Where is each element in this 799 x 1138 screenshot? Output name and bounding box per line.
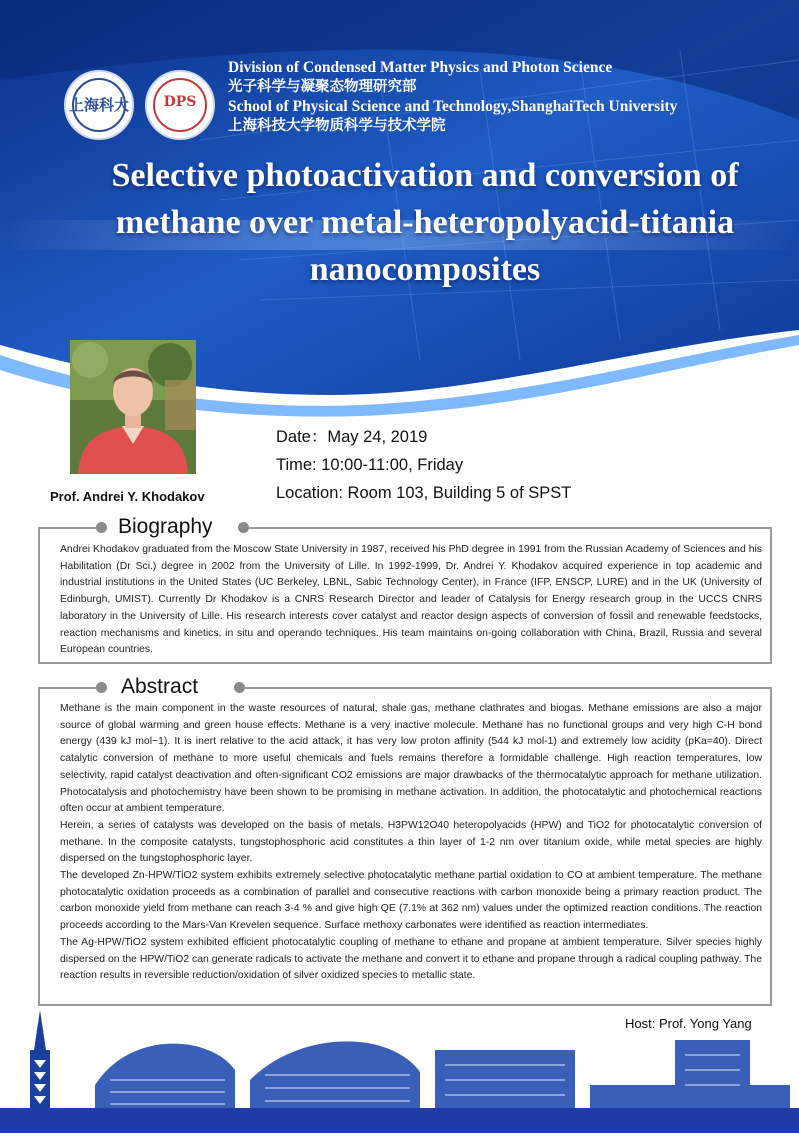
dps-logo: DPS <box>145 70 215 140</box>
abstract-paragraph: The Ag-HPW/TiO2 system exhibited efficient photocatalytic coupling of methane to ethane and propane at ambient temperature. Silver species highly dispersed on the HPW/TiO2 can generate radicals to activate the methane and convert it to ethane and propane through a radical coupling pathway. The reaction results in reversible reduction/oxidation of silver oxidized species to metallic state. <box>60 936 762 982</box>
school-name-en: School of Physical Science and Technology,ShanghaiTech University <box>228 98 678 115</box>
speaker-photo <box>70 340 196 474</box>
shanghaitech-logo: 上海科大 <box>64 70 134 140</box>
department-name-cn: 光子科学与凝聚态物理研究部 <box>228 78 417 95</box>
host-name: Host: Prof. Yong Yang <box>625 1016 752 1031</box>
abstract-paragraph: Herein, a series of catalysts was developed on the basis of metals, H3PW12O40 heteropolyacids (HPW) and TiO2 for photocatalytic conversion of methane. In the composite catalysts, tungstophosphoric acid constitutes a thin layer of 1-2 nm over titanium oxide, while metal species are highly dispersed on the tungstophosphoric layer. <box>60 819 762 865</box>
abstract-text <box>60 701 762 985</box>
department-name-en: Division of Condensed Matter Physics and Photon Science <box>228 59 613 76</box>
biography-text: Andrei Khodakov graduated from the Moscow State University in 1987, received his PhD degree in 1991 from the Russian Academy of Sciences and his Habilitation (Dr Sci.) degree in 2002 from the University of Lille. In 1992-1999, Dr. Andrei Y. Khodakov acquired experience in top academic and industrial institutions in the United States (UC Berkeley, LBNL, Sabic Technology Center), in France (IFP, ENSCP, LURE) and in the UK (University of Edinburgh, UMIST). Currently Dr Khodakov is a CNRS Research Director and leader of Catalysis for Energy research group in the UCCS CNRS laboratory in the University of Lille. His research interests cover catalyst and reactor design aspects of conversion of fossil and renewable feedstocks, reaction mechanisms and kinetics, in situ and operando techniques. His team maintains on-going collaboration with China, Brazil, Russia and several European countries. <box>60 544 762 656</box>
school-name-cn: 上海科技大学物质科学与技术学院 <box>228 117 446 134</box>
campus-skyline <box>0 1010 799 1133</box>
abstract-paragraph: Methane is the main component in the waste resources of natural, shale gas, methane clathrates and biogas. Methane emissions are also a major source of global warming and green house effects. Methane is a very inactive molecule. Methane has no functional groups and very high C-H bond energy (439 kJ mol−1). It is inert relative to the acid attack, it has very low proton affinity (544 kJ mol-1) and extremely low acidity (pKa=40). Direct catalytic conversion of methane to more useful chemicals and fuels remains therefore a formidable challenge. High reaction temperatures, low selectivity, rapid catalyst deactivation and often-significant CO2 emissions are major drawbacks of the thermocatalytic approach for methane utilization. Photocatalysis and photochemistry have been shown to be promising in methane activation. In addition, the photocatalytic and photochemical reactions often occur at ambient temperature. <box>60 703 762 815</box>
event-info <box>276 423 571 507</box>
title-line: methane over metal-heteropolyacid-titania <box>115 204 735 241</box>
event-location: Location: Room 103, Building 5 of SPST <box>276 484 572 502</box>
title-line: Selective photoactivation and conversion of <box>111 157 739 194</box>
department-block <box>228 58 677 136</box>
abstract-paragraph: The developed Zn-HPW/TiO2 system exhibits extremely selective photocatalytic methane partial oxidation to CO at ambient temperature. The methane photocatalytic oxidation proceeds as a combination of parallel and consecutive reactions with carbon monoxide being a primary reaction product. The carbon monoxide yield from methane can reach 3-4 % and give high QE (7.1% at 362 nm) values under the optimized reaction conditions. The reaction proceeds according to the Mars-Van Krevelen sequence. Surface methoxy carbonates were identified as reaction intermediates. <box>60 870 762 932</box>
abstract-heading: Abstract <box>121 675 199 698</box>
event-date: Date：May 24, 2019 <box>276 428 428 446</box>
title-line: nanocomposites <box>309 251 541 288</box>
biography-heading: Biography <box>118 515 213 538</box>
talk-title <box>40 152 799 293</box>
speaker-name: Prof. Andrei Y. Khodakov <box>50 489 205 504</box>
event-time: Time: 10:00-11:00, Friday <box>276 456 464 474</box>
